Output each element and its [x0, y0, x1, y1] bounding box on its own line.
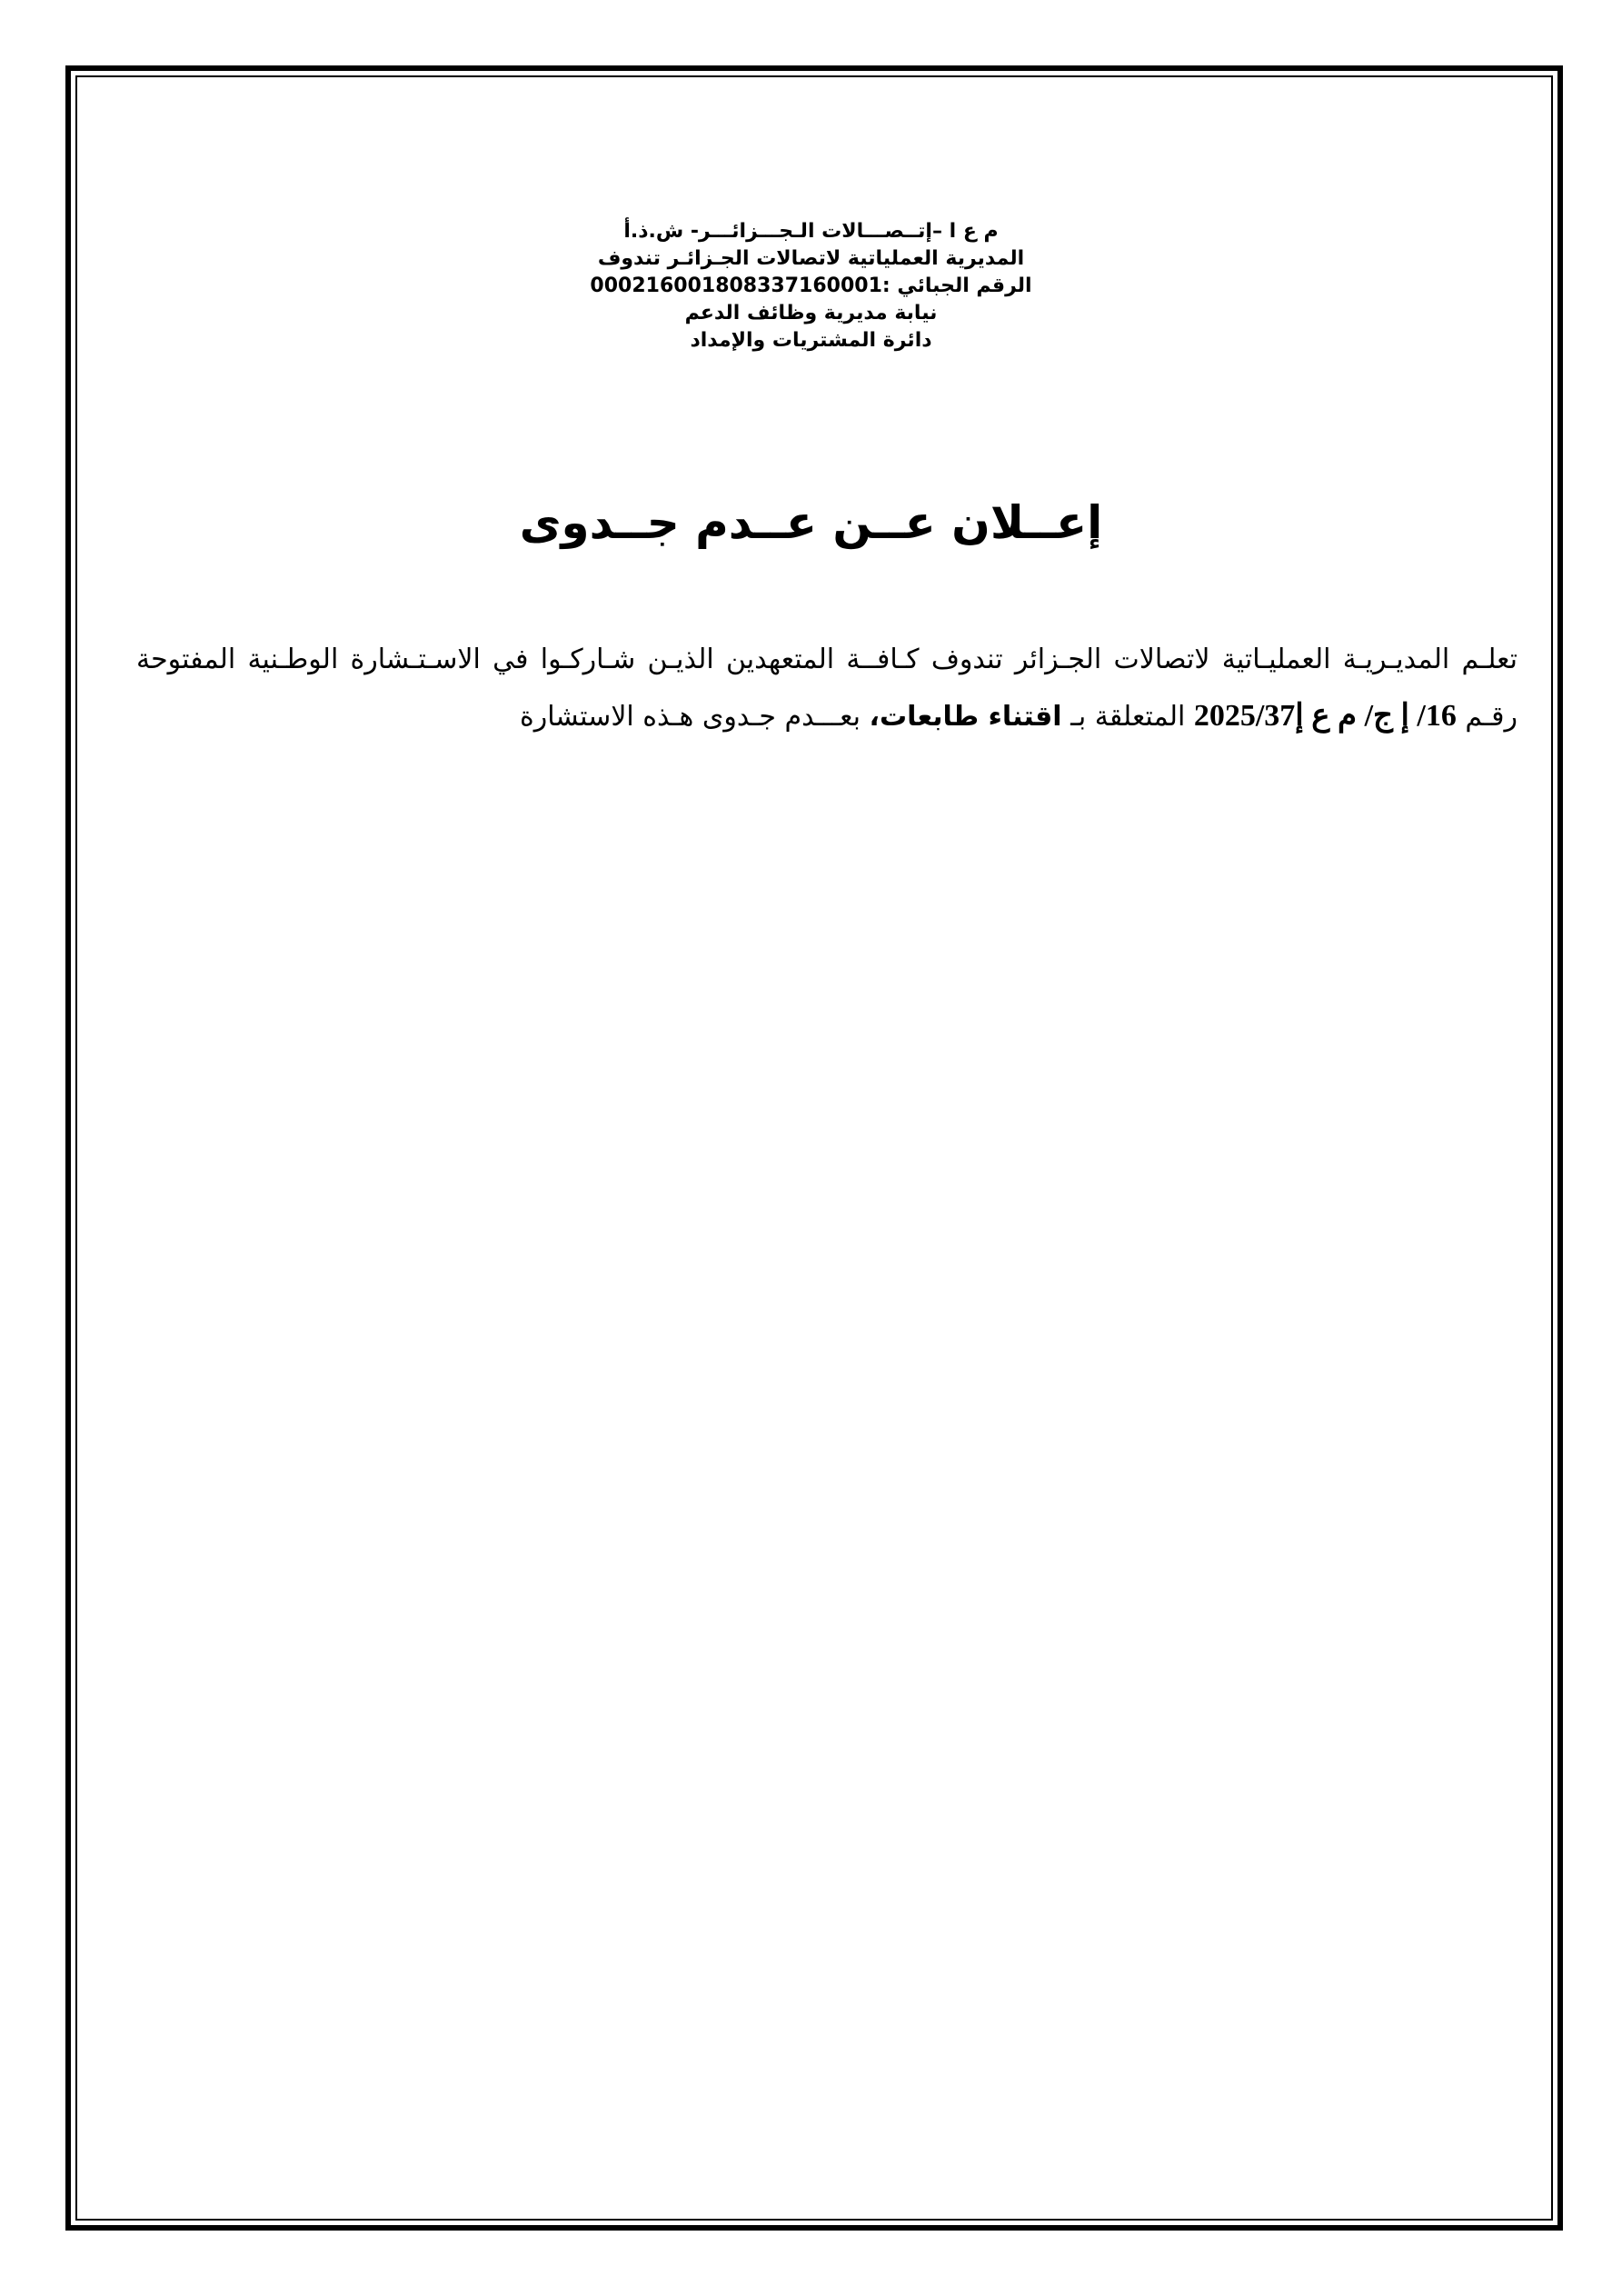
announcement-title: إعــلان عــن عــدم جــدوى — [519, 496, 1103, 549]
page-border-inner — [75, 75, 1553, 2221]
letterhead-tax-number: الرقم الجبائي :000216001808337160001 — [590, 275, 1032, 297]
letterhead — [0, 218, 1622, 354]
letterhead-department: دائرة المشتريات والإمداد — [690, 329, 932, 352]
letterhead-directorate: المديرية العملياتية لاتصالات الجـزائـر تندوف — [597, 247, 1025, 270]
letterhead-sub-directorate: نيابة مديرية وظائف الدعم — [684, 302, 938, 324]
consultation-subject: اقتناء طابعات، — [869, 701, 1062, 733]
announcement-body — [136, 632, 1518, 745]
body-text-part1: تعلـم المديـريـة العمليـاتية لاتصالات الجـزائر تندوف كـافــة المتعهدين الذيـن شـاركـوا في الاسـتـشارة الوطـنية المفتوحة رقـم — [136, 644, 1518, 733]
body-text-part2: المتعلقة بـ — [1061, 701, 1194, 733]
consultation-reference: 16/ إ ج/ م ع إ2025/37 — [1193, 699, 1457, 733]
letterhead-company: م ع ا –إتــصـــالات الـجـــزائـــر- ش.ذ.أ — [623, 220, 999, 243]
body-text-part3: بعـــدم جـدوى هـذه الاستشارة — [520, 701, 870, 733]
